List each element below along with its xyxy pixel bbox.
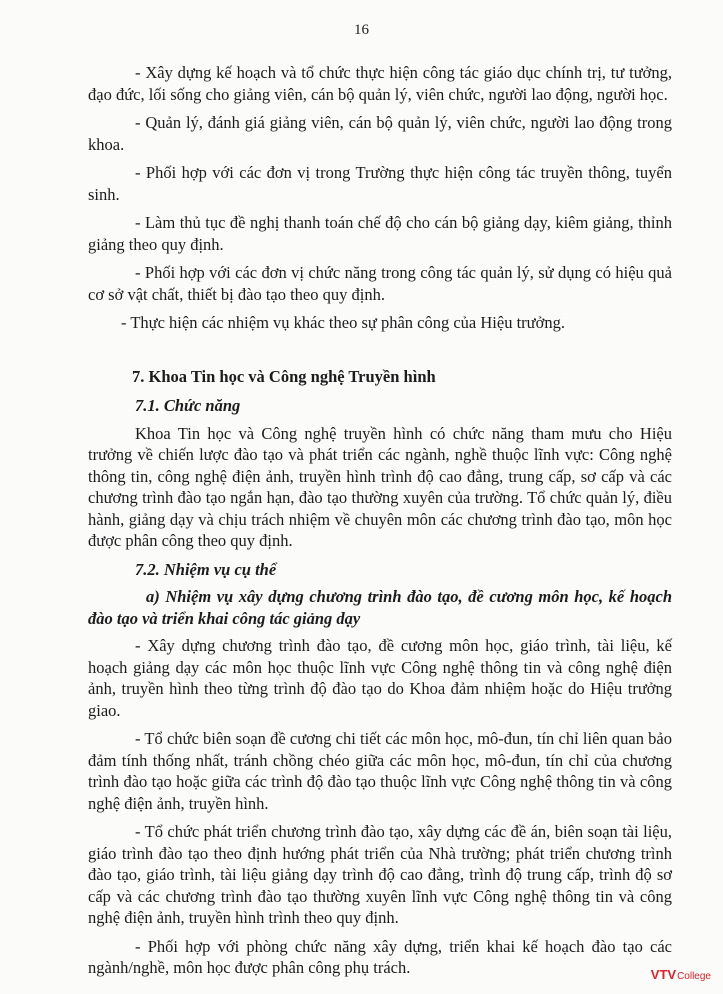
subsection-heading: 7.2. Nhiệm vụ cụ thể [135,559,277,579]
paragraph: - Xây dựng kế hoạch và tổ chức thực hiện công tác giáo dục chính trị, tư tưởng, đạo đức, lối sống cho giảng viên, cán bộ quản lý, viên chức, người lao động, người học. [88,63,672,104]
paragraph: - Phối hợp với phòng chức năng xây dựng, triển khai kế hoạch đào tạo các ngành/nghề, môn học được phân công phụ trách. [88,936,672,977]
paragraph: - Phối hợp với các đơn vị trong Trường thực hiện công tác truyền thông, tuyển sinh. [88,163,672,204]
paragraph: - Quản lý, đánh giá giảng viên, cán bộ quản lý, viên chức, người lao động trong khoa. [88,113,672,154]
vtv-college-watermark [651,967,711,982]
paragraph: - Thực hiện các nhiệm vụ khác theo sự phân công của Hiệu trưởng. [121,313,565,332]
document-body [88,62,672,986]
section-heading: 7. Khoa Tin học và Công nghệ Truyền hình [132,366,436,386]
paragraph: - Tổ chức biên soạn đề cương chi tiết các môn học, mô-đun, tín chỉ liên quan bảo đảm tính thống nhất, tránh chồng chéo giữa các môn học, mô-đun, tín chỉ của chương trình đào tạo hoặc giữa các trình độ đào tạo thuộc lĩnh vực Công nghệ thông tin và công nghệ điện ảnh, truyền hình. [88,729,672,813]
paragraph: - Xây dựng chương trình đào tạo, đề cương môn học, giáo trình, tài liệu, kế hoạch giảng dạy các môn học thuộc lĩnh vực Công nghệ thông tin và công nghệ điện ảnh, truyền hình theo từng trình độ đào tạo do Khoa đảm nhiệm hoặc do Hiệu trưởng giao. [88,636,672,720]
subsubsection-heading: a) Nhiệm vụ xây dựng chương trình đào tạo, đề cương môn học, kế hoạch đào tạo và triển khai công tác giảng dạy [88,587,672,628]
paragraph: - Phối hợp với các đơn vị chức năng trong công tác quản lý, sử dụng có hiệu quả cơ sở vật chất, thiết bị đào tạo theo quy định. [88,263,672,304]
page-number: 16 [354,22,369,38]
watermark-logo-text: VTV [650,967,677,982]
paragraph: - Làm thủ tục đề nghị thanh toán chế độ cho cán bộ giảng dạy, kiêm giảng, thỉnh giảng theo quy định. [88,213,672,254]
subsection-heading: 7.1. Chức năng [135,396,241,415]
paragraph: - Tổ chức phát triển chương trình đào tạo, xây dựng các đề án, biên soạn tài liệu, giáo trình đào tạo theo định hướng phát triển của Nhà trường; phát triển chương trình đào tạo, giáo trình, tài liệu giảng dạy trình độ cao đẳng, trình độ trung cấp, trình độ sơ cấp và các chương trình đào tạo thường xuyên lĩnh vực Công nghệ thông tin và công nghệ điện ảnh, truyền hình trình theo quy định. [88,822,672,927]
watermark-college-text: College [677,971,711,982]
paragraph: Khoa Tin học và Công nghệ truyền hình có chức năng tham mưu cho Hiệu trưởng về chiến lược đào tạo và phát triển các ngành, nghề thuộc lĩnh vực: Công nghệ thông tin, công nghệ điện ảnh, truyền hình trình độ cao đẳng, trung cấp, sơ cấp và các chương trình đào tạo ngắn hạn, đào tạo thường xuyên của trường. Tổ chức quản lý, điều hành, giảng dạy và chịu trách nhiệm về chuyên môn các chương trình đào tạo, môn học được phân công theo quy định. [88,423,672,550]
